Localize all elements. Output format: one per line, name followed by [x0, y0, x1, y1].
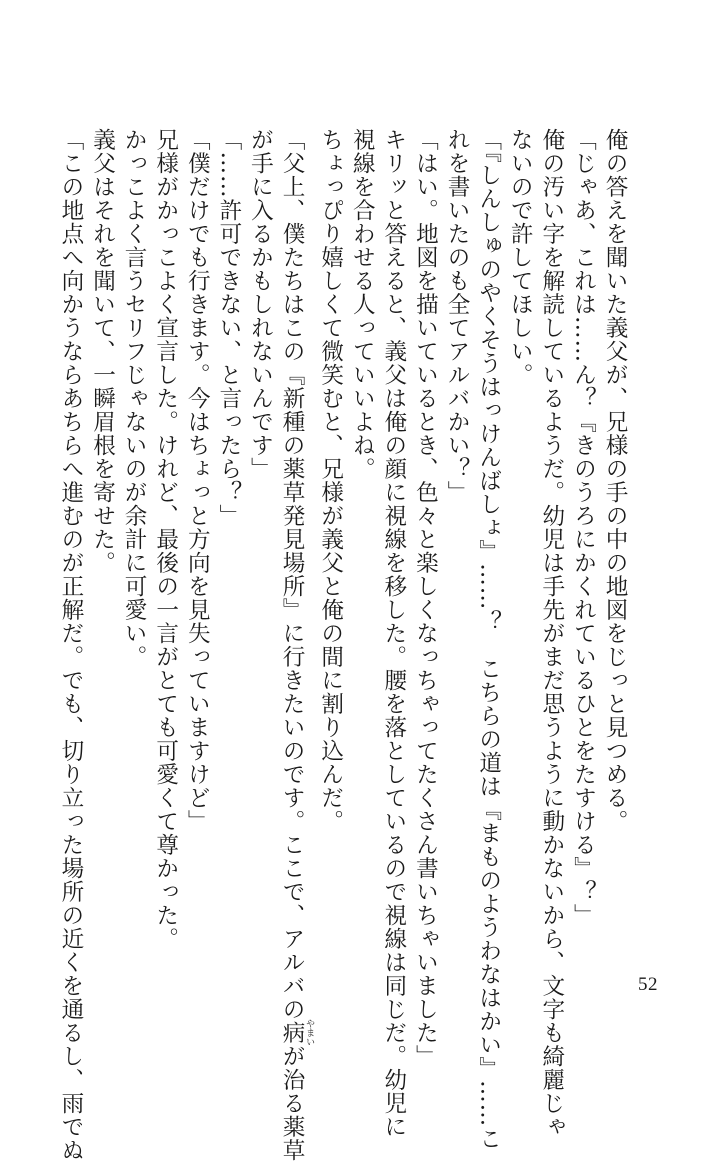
text-line-15: 兄様がかっこよく宣言した。けれど、最後の一言がとても可愛くて尊かった。: [149, 128, 181, 948]
text-line-7: 「はい。地図を描いているとき、色々と楽しくなっちゃってたくさん書いちゃいました」: [409, 128, 441, 948]
page-number: 52: [638, 974, 658, 996]
vertical-text-body: [54, 128, 630, 948]
text-line-9: 視線を合わせる人っていいよね。: [346, 128, 378, 948]
text-line-2: 「じゃあ、これは……ん？『きのうろにかくれているひとをたすける』？」: [567, 128, 599, 948]
text-line-4: ないので許してほしい。: [504, 128, 536, 948]
text-line-5: 「『しんしゅのやくそうはっけんばしょ』……？ こちらの道は『まものようわなはかい』……こ: [472, 128, 504, 948]
text-line-13: 「……許可できない、と言ったら？」: [212, 128, 244, 948]
text-line-18: 「この地点へ向かうならあちらへ進むのが正解だ。でも、切り立った場所の近くを通るし、雨でぬ: [54, 128, 86, 948]
text-line-12: が手に入るかもしれないんです」: [244, 128, 276, 948]
text-line-6: れを書いたのも全てアルバかい？」: [440, 128, 472, 948]
text-line-10: ちょっぴり嬉しくて微笑むと、兄様が義父と俺の間に割り込んだ。: [314, 128, 346, 948]
ruby-reading: やまい: [304, 1019, 314, 1046]
text-line-14: 「僕だけでも行きます。今はちょっと方向を見失っていますけど」: [181, 128, 213, 948]
text-line-17: 義父はそれを聞いて、一瞬眉根を寄せた。: [86, 128, 118, 948]
ruby-base: 病: [279, 1019, 305, 1046]
text-line-1: 俺の答えを聞いた義父が、兄様の手の中の地図をじっと見つめる。: [598, 128, 630, 948]
text-line-8: キリッと答えると、義父は俺の顔に視線を移した。腰を落としているので視線は同じだ。幼児に: [377, 128, 409, 948]
ruby-annotation: [279, 1021, 305, 1045]
text-line-11-tail: が治る薬草: [279, 1045, 305, 1162]
text-line-16: かっこよく言うセリフじゃないのが余計に可愛い。: [118, 128, 150, 948]
text-line-11-main: 「父上、僕たちはこの『新種の薬草発見場所』に行きたいのです。ここで、アルバの: [279, 128, 305, 1021]
text-line-11: [275, 128, 314, 948]
text-line-3: 俺の汚い字を解読しているようだ。幼児は手先がまだ思うように動かないから、文字も綺麗じゃ: [535, 128, 567, 948]
